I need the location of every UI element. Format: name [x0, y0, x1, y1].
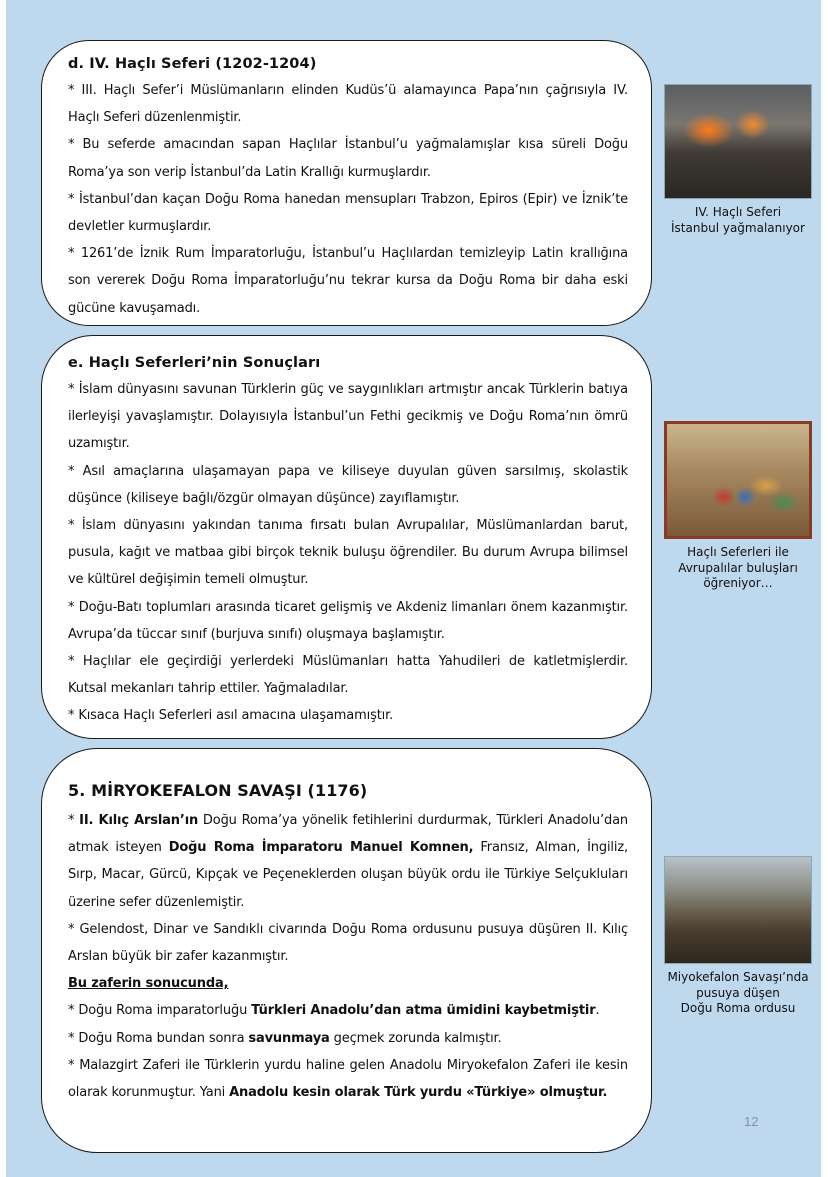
text: geçmek zorunda kalmıştır.	[329, 1030, 502, 1046]
figure-caption	[658, 205, 818, 236]
paragraph: * Kısaca Haçlı Seferleri asıl amacına ulaşamamıştır.	[68, 708, 394, 724]
paragraph	[68, 1052, 628, 1106]
figure-crusade-results	[658, 421, 818, 592]
caption-line: pusuya düşen	[696, 985, 780, 1000]
paragraph: * III. Haçlı Sefer’i Müslümanların elinden Kudüs’ü alamayınca Papa’nın çağrısıyla IV. Haçlı Seferi düzenlenmiştir.	[68, 83, 628, 126]
paragraph	[68, 807, 628, 916]
bold-text: savunmaya	[248, 1030, 330, 1046]
figure-fourth-crusade	[658, 84, 818, 236]
paragraph: * Doğu-Batı toplumları arasında ticaret gelişmiş ve Akdeniz limanları önem kazanmıştır. Avrupa’da tüccar sınıf (burjuva sınıfı) oluşmaya başlamıştır.	[68, 599, 628, 642]
caption-line: İstanbul yağmalanıyor	[671, 220, 805, 235]
caption-line: öğreniyor…	[703, 576, 773, 590]
paragraph: * Haçlılar ele geçirdiği yerlerdeki Müslümanları hatta Yahudileri de katletmişlerdir. Kutsal mekanları tahrip ettiler. Yağmaladılar.	[68, 654, 628, 697]
paragraph: * İslam dünyasını savunan Türklerin güç ve saygınlıkları artmıştır ancak Türklerin batıya ilerleyişi yavaşlamıştır. Dolayısıyla İstanbul’un Fethi gecikmiş ve Doğu Roma’nın ömrü uzamıştır.	[68, 382, 628, 452]
paragraph: * İstanbul’dan kaçan Doğu Roma hanedan mensupları Trabzon, Epiros (Epir) ve İznik’te devletler kurmuşlardır.	[68, 191, 628, 235]
bold-text: II. Kılıç Arslan’ın	[79, 813, 199, 828]
caption-line: Miyokefalon Savaşı’nda	[667, 970, 809, 984]
page	[6, 0, 821, 1177]
text: * Malazgirt Zaferi ile Türklerin yurdu haline gelen Anadolu Miryokefalon Zaferi ile kesin olarak korunmuştur. Yani	[68, 1057, 628, 1101]
text: Fransız, Alman, İngiliz, Sırp, Macar, Gürcü, Kıpçak ve Peçeneklerden oluşan büyük ordu ile Türkiye Selçukluları üzerine sefer düzenlemiştir.	[68, 840, 628, 910]
crusaders-sacking-istanbul-image	[664, 84, 812, 199]
section-box-fourth-crusade	[41, 40, 652, 326]
myriokephalon-ambush-image	[664, 856, 812, 964]
paragraph	[68, 997, 628, 1024]
section-box-crusade-results	[41, 335, 652, 739]
section-title: e. Haçlı Seferleri’nin Sonuçları	[68, 355, 321, 371]
bold-text: Türkleri Anadolu’dan atma ümidini kaybetmiştir	[251, 1003, 596, 1019]
section-box-myriokephalon	[41, 748, 652, 1153]
caption-line: Doğu Roma ordusu	[680, 1001, 796, 1015]
paragraph	[68, 970, 628, 997]
bold-text: Doğu Roma İmparatoru Manuel Komnen,	[168, 840, 474, 856]
underlined-heading: Bu zaferin sonucunda,	[68, 976, 229, 992]
caption-line: IV. Haçlı Seferi	[694, 205, 782, 219]
paragraph: * İslam dünyasını yakından tanıma fırsatı bulan Avrupalılar, Müslümanlardan barut, pusula, kağıt ve matbaa gibi birçok teknik buluşu öğrendiler. Bu durum Avrupa bilimsel ve kültürel değişimin temeli olmuştur.	[68, 518, 628, 588]
text: * Doğu Roma bundan sonra	[68, 1030, 249, 1046]
paragraph: * Bu seferde amacından sapan Haçlılar İstanbul’u yağmalamışlar kısa süreli Doğu Roma’ya son verip İstanbul’da Latin Krallığı kurmuşlardır.	[68, 137, 628, 180]
caption-line: Avrupalılar buluşları	[678, 560, 798, 575]
paragraph	[68, 1025, 628, 1052]
text: *	[68, 813, 80, 828]
paragraph: * Asıl amaçlarına ulaşamayan papa ve kiliseye duyulan güven sarsılmış, skolastik düşünce (kiliseye bağlı/özgür olmayan düşünce) zayıflamıştır.	[68, 463, 628, 506]
section-title: d. IV. Haçlı Seferi (1202-1204)	[68, 56, 317, 72]
europeans-learning-inventions-image	[664, 421, 812, 539]
figure-myriokephalon	[658, 856, 818, 1017]
text: .	[595, 1003, 600, 1019]
figure-caption	[658, 970, 818, 1017]
figure-caption	[658, 545, 818, 592]
paragraph: * 1261’de İznik Rum İmparatorluğu, İstanbul’u Haçlılardan temizleyip Latin krallığına son vererek Doğu Roma İmparatorluğu’nu tekrar kursa da Doğu Roma bir daha eski gücüne kavuşamadı.	[68, 246, 628, 316]
text: * Doğu Roma imparatorluğu	[68, 1003, 252, 1019]
section-title: 5. MİRYOKEFALON SAVAŞI (1176)	[68, 781, 368, 800]
page-number: 12	[744, 1114, 759, 1129]
paragraph: * Gelendost, Dinar ve Sandıklı civarında Doğu Roma ordusunu pusuya düşüren II. Kılıç Arslan büyük bir zafer kazanmıştır.	[68, 921, 628, 965]
text: Doğu Roma’ya yönelik fetihlerini durdurmak, Türkleri Anadolu’dan atmak isteyen	[68, 813, 628, 856]
bold-text: Anadolu kesin olarak Türk yurdu «Türkiye» olmuştur.	[229, 1085, 608, 1101]
caption-line: Haçlı Seferleri ile	[687, 545, 789, 559]
